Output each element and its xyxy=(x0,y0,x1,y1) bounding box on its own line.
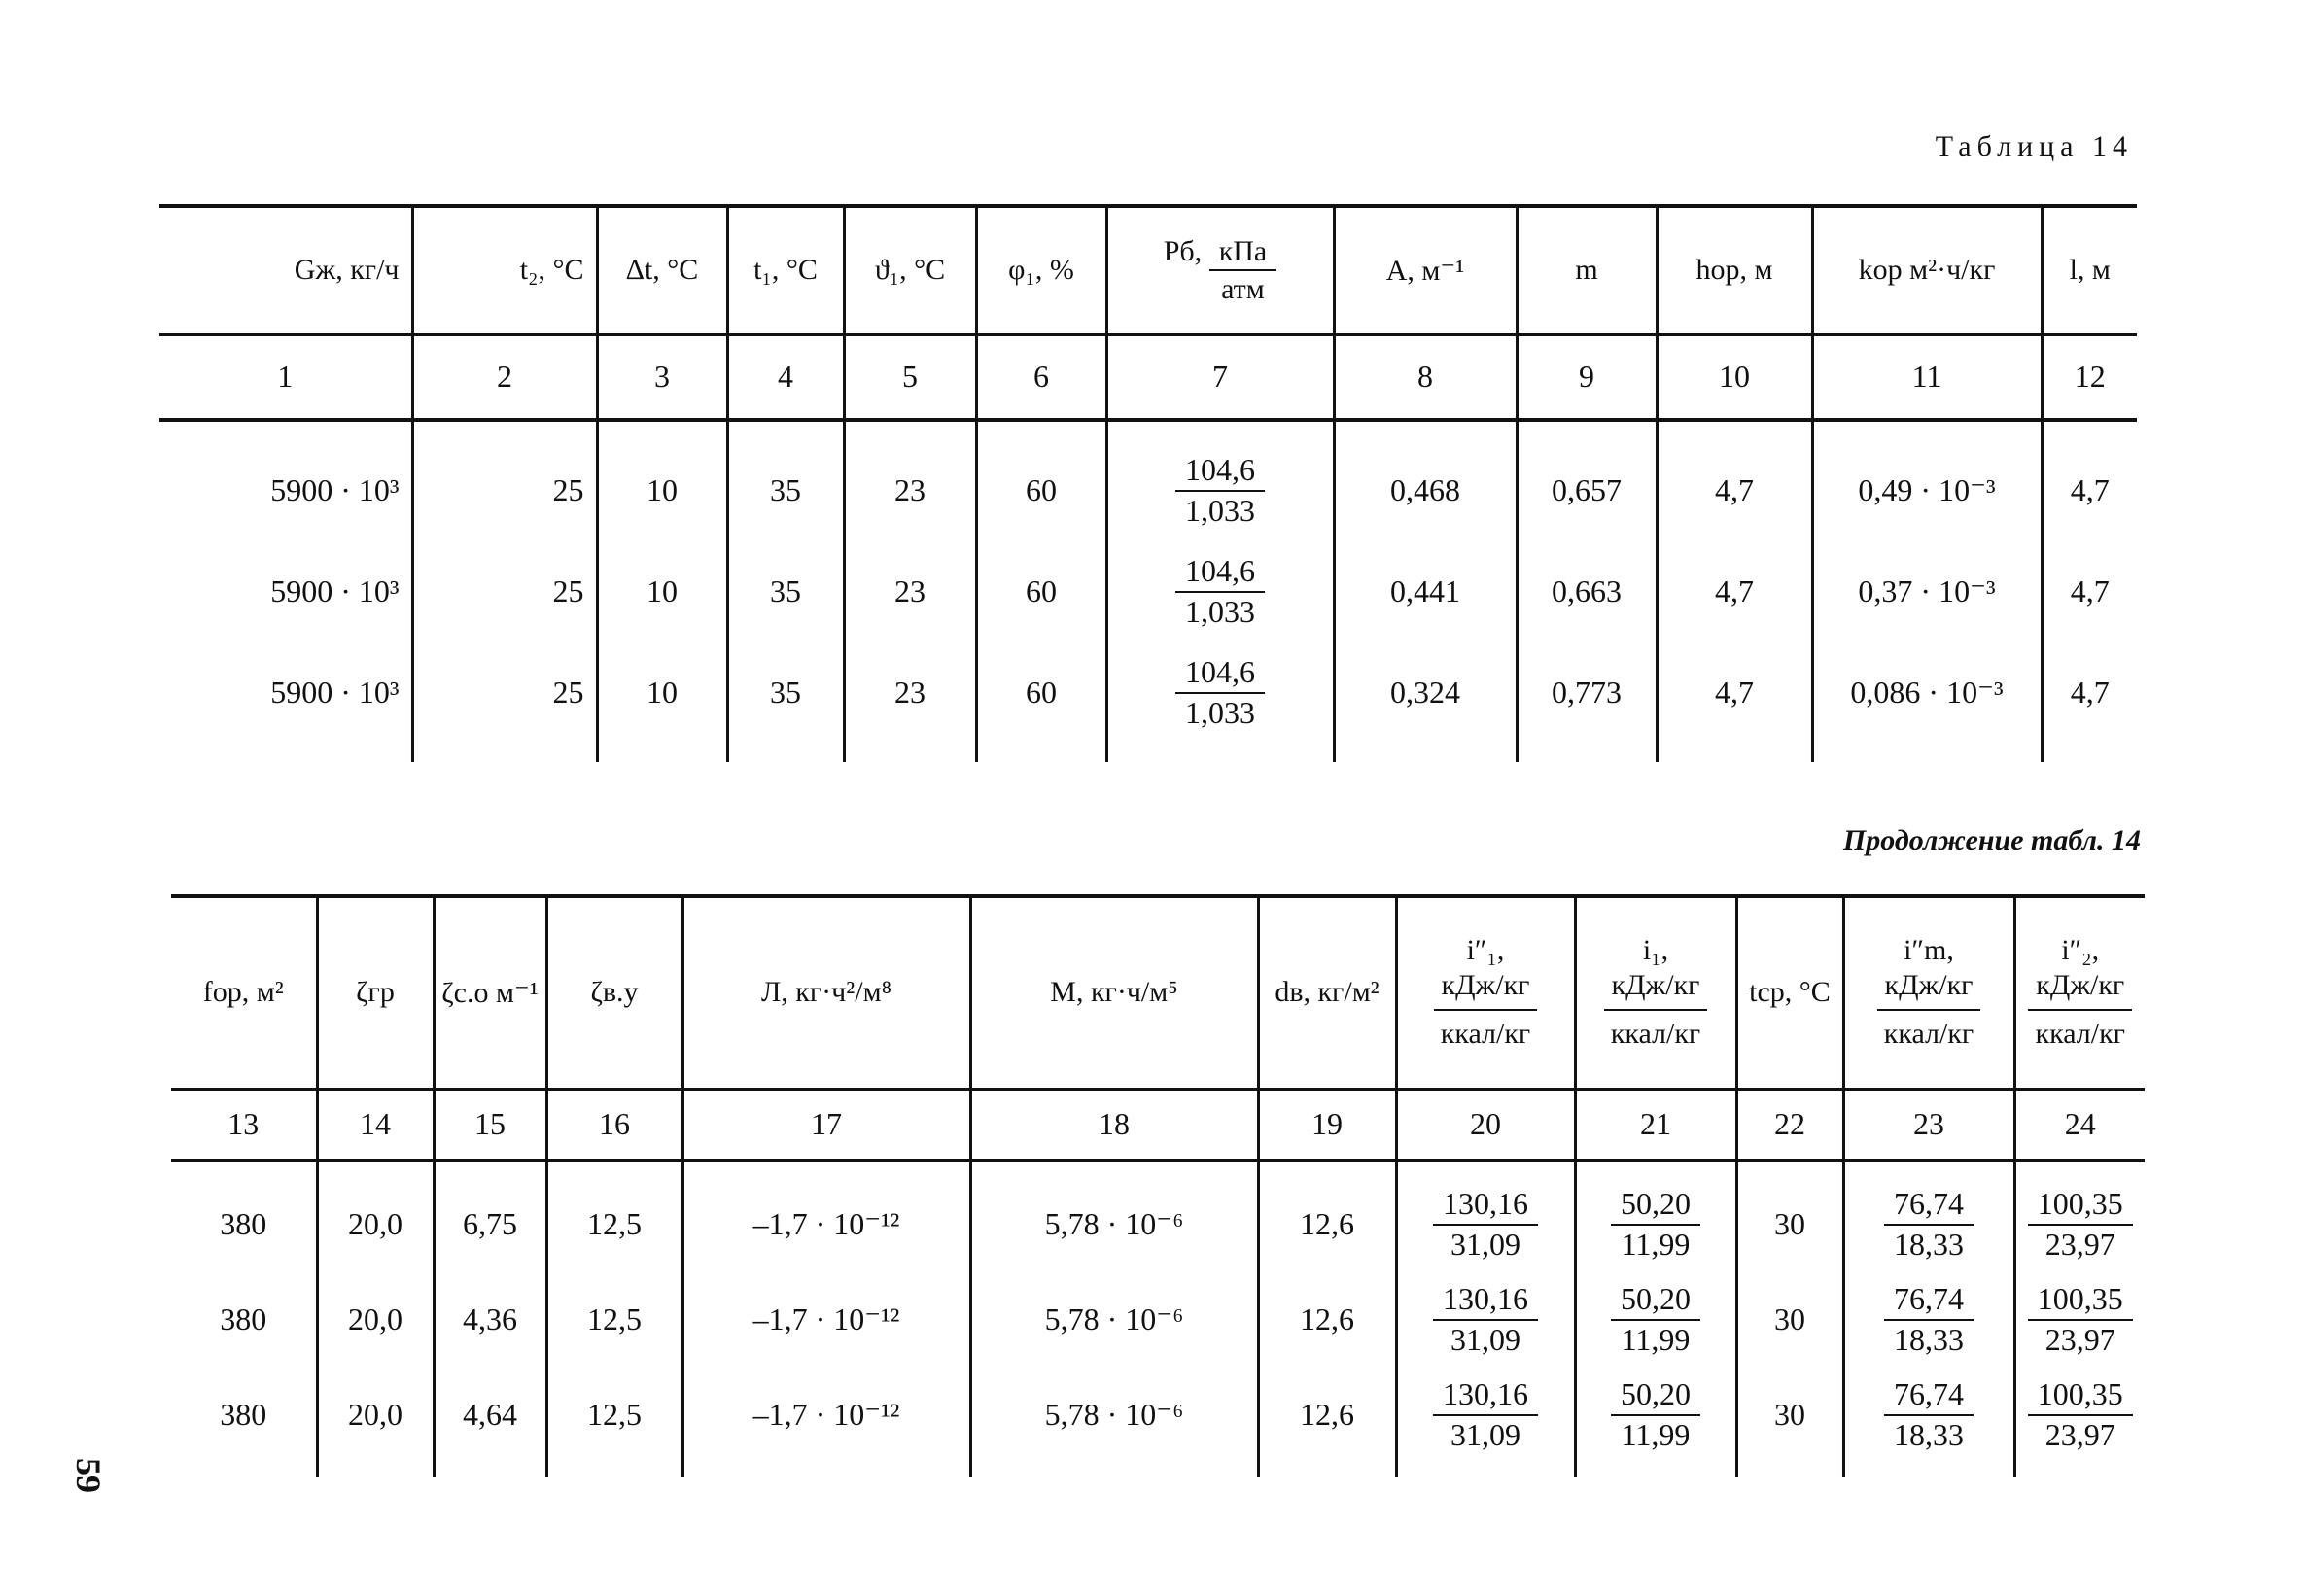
column-number: 21 xyxy=(1575,1089,1736,1161)
column-number: 12 xyxy=(2042,334,2137,420)
table-cell xyxy=(1396,1271,1575,1367)
pressure-label: Pб, xyxy=(1163,235,1203,268)
column-number: 19 xyxy=(1258,1089,1396,1161)
table-14-continued xyxy=(171,894,2145,1477)
spacer-row xyxy=(171,1161,2145,1176)
table-cell xyxy=(1575,1271,1736,1367)
unit-bottom: атм xyxy=(1221,273,1265,306)
header-row xyxy=(171,896,2145,1089)
table-cell xyxy=(2014,1367,2145,1462)
fraction-numerator: 76,74 xyxy=(1884,1377,1974,1415)
unit-bottom: ккал/кг xyxy=(1440,1018,1531,1051)
table-cell: 30 xyxy=(1736,1367,1843,1462)
table-cell xyxy=(1396,1176,1575,1271)
spacer-row xyxy=(159,420,2137,439)
column-number: 9 xyxy=(1517,334,1657,420)
fraction-numerator: 130,16 xyxy=(1433,1377,1538,1415)
table-cell: 5,78 · 10⁻⁶ xyxy=(970,1271,1258,1367)
table-cell xyxy=(1106,540,1334,642)
table-cell: 380 xyxy=(220,1396,267,1432)
fraction-denominator: 1,033 xyxy=(1185,492,1255,528)
table-continuation-caption: Продолжение табл. 14 xyxy=(1842,824,2141,856)
table-cell: 4,7 xyxy=(1657,439,1812,540)
table-cell: 0,49 · 10⁻³ xyxy=(1812,439,2042,540)
unit-fraction xyxy=(1209,235,1277,305)
table-cell: 35 xyxy=(727,439,844,540)
unit-bottom: ккал/кг xyxy=(1610,1018,1701,1051)
fraction-numerator: 76,74 xyxy=(1884,1282,1974,1320)
column-number: 15 xyxy=(434,1089,546,1161)
column-number: 16 xyxy=(546,1089,682,1161)
fraction-denominator: 18,33 xyxy=(1894,1416,1964,1452)
fraction-denominator: 18,33 xyxy=(1894,1226,1964,1262)
table-cell: 0,657 xyxy=(1517,439,1657,540)
col-header: kор м²·ч/кг xyxy=(1812,206,2042,334)
table-cell: 12,6 xyxy=(1258,1367,1396,1462)
unit-top: кДж/кг xyxy=(2028,968,2132,1011)
column-number: 17 xyxy=(682,1089,970,1161)
value-fraction xyxy=(2028,1187,2133,1261)
table-cell: 4,7 xyxy=(2042,439,2137,540)
table-cell xyxy=(1575,1367,1736,1462)
fraction-numerator: 50,20 xyxy=(1611,1377,1700,1415)
column-number: 14 xyxy=(317,1089,434,1161)
column-number: 11 xyxy=(1812,334,2042,420)
fraction-numerator: 104,6 xyxy=(1175,655,1265,693)
table-cell: 60 xyxy=(976,642,1106,743)
table-cell: 60 xyxy=(976,439,1106,540)
table-cell: 12,5 xyxy=(546,1271,682,1367)
table-cell: 4,36 xyxy=(434,1271,546,1367)
value-fraction xyxy=(1884,1187,1974,1261)
table-cell xyxy=(1575,1176,1736,1271)
fraction-denominator: 11,99 xyxy=(1621,1321,1691,1357)
col-header: ζс.о м⁻¹ xyxy=(434,896,546,1089)
value-fraction xyxy=(1433,1377,1538,1451)
table-cell: 0,086 · 10⁻³ xyxy=(1812,642,2042,743)
table-cell: 5900 · 10³ xyxy=(270,674,400,710)
fraction-numerator: 76,74 xyxy=(1884,1187,1974,1225)
table-row xyxy=(159,439,2137,540)
header-row xyxy=(159,206,2137,334)
table-cell: 30 xyxy=(1736,1176,1843,1271)
fraction-numerator: 130,16 xyxy=(1433,1187,1538,1225)
table-cell: 10 xyxy=(597,642,727,743)
col-header: hор, м xyxy=(1657,206,1812,334)
column-number: 3 xyxy=(597,334,727,420)
column-number: 18 xyxy=(970,1089,1258,1161)
table-cell: 4,7 xyxy=(2042,642,2137,743)
table-cell: 23 xyxy=(844,642,976,743)
table-cell: 4,7 xyxy=(1657,642,1812,743)
table-cell: 4,64 xyxy=(434,1367,546,1462)
col-header: φ₁, % xyxy=(976,206,1106,334)
table-row xyxy=(171,1176,2145,1271)
table-cell: –1,7 · 10⁻¹² xyxy=(682,1367,970,1462)
fraction-denominator: 23,97 xyxy=(2044,1226,2115,1262)
col-header: t₁, °C xyxy=(727,206,844,334)
col-header: l, м xyxy=(2042,206,2137,334)
table-cell: 5,78 · 10⁻⁶ xyxy=(970,1176,1258,1271)
enthalpy-header xyxy=(1876,933,1981,1052)
table-cell: –1,7 · 10⁻¹² xyxy=(682,1271,970,1367)
table-cell: 12,5 xyxy=(546,1367,682,1462)
fraction-denominator: 23,97 xyxy=(2044,1321,2115,1357)
value-fraction xyxy=(1433,1187,1538,1261)
enthalpy-symbol: i₁, xyxy=(1642,934,1669,967)
table-cell: 0,468 xyxy=(1334,439,1517,540)
fraction-numerator: 50,20 xyxy=(1611,1282,1700,1320)
table-cell: 6,75 xyxy=(434,1176,546,1271)
table-cell: 4,7 xyxy=(1657,540,1812,642)
table-cell: 10 xyxy=(597,439,727,540)
value-fraction xyxy=(2028,1282,2133,1356)
value-fraction xyxy=(1433,1282,1538,1356)
table-cell: 35 xyxy=(727,642,844,743)
table-cell: 25 xyxy=(412,540,597,642)
col-header-enthalpy xyxy=(1843,896,2014,1089)
page-number: 59 xyxy=(69,1458,108,1493)
fraction-denominator: 1,033 xyxy=(1185,593,1255,629)
value-fraction xyxy=(1175,655,1265,729)
column-number: 22 xyxy=(1736,1089,1843,1161)
col-header-enthalpy xyxy=(1575,896,1736,1089)
fraction-numerator: 100,35 xyxy=(2028,1377,2133,1415)
table-cell xyxy=(1843,1271,2014,1367)
table-cell: 4,7 xyxy=(2042,540,2137,642)
spacer-row xyxy=(171,1462,2145,1477)
table-cell: 0,37 · 10⁻³ xyxy=(1812,540,2042,642)
column-number: 23 xyxy=(1843,1089,2014,1161)
col-header: ϑ₁, °C xyxy=(844,206,976,334)
table-cell: –1,7 · 10⁻¹² xyxy=(682,1176,970,1271)
table-cell xyxy=(1843,1367,2014,1462)
enthalpy-symbol: i″m, xyxy=(1904,934,1954,967)
col-header: Δt, °C xyxy=(597,206,727,334)
unit-top: кДж/кг xyxy=(1604,968,1708,1011)
spacer-row xyxy=(159,743,2137,762)
table-cell: 0,773 xyxy=(1517,642,1657,743)
unit-top: кДж/кг xyxy=(1877,968,1981,1011)
col-header-pressure xyxy=(1106,206,1334,334)
col-header: Л, кг·ч²/м⁸ xyxy=(682,896,970,1089)
column-number: 20 xyxy=(1396,1089,1575,1161)
table-cell: 23 xyxy=(844,439,976,540)
enthalpy-header xyxy=(1433,933,1538,1052)
value-fraction xyxy=(2028,1377,2133,1451)
table-cell: 25 xyxy=(412,439,597,540)
table-cell xyxy=(1106,439,1334,540)
value-fraction xyxy=(1884,1377,1974,1451)
value-fraction xyxy=(1884,1282,1974,1356)
table-caption: Таблица 14 xyxy=(1935,130,2133,162)
table-row xyxy=(159,540,2137,642)
value-fraction xyxy=(1175,554,1265,628)
table-cell: 0,441 xyxy=(1334,540,1517,642)
table-cell: 35 xyxy=(727,540,844,642)
column-number: 2 xyxy=(412,334,597,420)
column-number-row xyxy=(159,334,2137,420)
table-cell xyxy=(2014,1176,2145,1271)
fraction-numerator: 104,6 xyxy=(1175,453,1265,491)
table-cell: 380 xyxy=(220,1205,267,1241)
table-cell xyxy=(1106,642,1334,743)
col-header: A, м⁻¹ xyxy=(1334,206,1517,334)
enthalpy-header xyxy=(1603,933,1708,1052)
table-cell: 12,6 xyxy=(1258,1271,1396,1367)
table-cell: 5900 · 10³ xyxy=(270,471,400,507)
enthalpy-header xyxy=(2028,933,2133,1052)
unit-top: кДж/кг xyxy=(1434,968,1538,1011)
table-cell: 12,6 xyxy=(1258,1176,1396,1271)
col-header: m xyxy=(1517,206,1657,334)
col-header-enthalpy xyxy=(2014,896,2145,1089)
enthalpy-symbol: i″₂, xyxy=(2061,934,2100,967)
col-header: t₂, °C xyxy=(412,206,597,334)
column-number-row xyxy=(171,1089,2145,1161)
table-cell: 0,324 xyxy=(1334,642,1517,743)
table-cell: 10 xyxy=(597,540,727,642)
table-cell: 23 xyxy=(844,540,976,642)
table-row xyxy=(171,1271,2145,1367)
fraction-denominator: 23,97 xyxy=(2044,1416,2115,1452)
table-cell xyxy=(1396,1367,1575,1462)
fraction-numerator: 50,20 xyxy=(1611,1187,1700,1225)
table-cell: 20,0 xyxy=(317,1176,434,1271)
table-cell: 20,0 xyxy=(317,1367,434,1462)
table-cell: 12,5 xyxy=(546,1176,682,1271)
column-number: 5 xyxy=(844,334,976,420)
col-header: fор, м² xyxy=(171,896,317,1089)
value-fraction xyxy=(1611,1187,1700,1261)
value-fraction xyxy=(1611,1377,1700,1451)
column-number: 10 xyxy=(1657,334,1812,420)
col-header-enthalpy xyxy=(1396,896,1575,1089)
fraction-denominator: 31,09 xyxy=(1450,1321,1520,1357)
fraction-numerator: 100,35 xyxy=(2028,1187,2133,1225)
fraction-numerator: 104,6 xyxy=(1175,554,1265,592)
enthalpy-symbol: i″₁, xyxy=(1466,934,1505,967)
col-header: tср, °C xyxy=(1736,896,1843,1089)
col-header: ζв.у xyxy=(546,896,682,1089)
table-cell xyxy=(1843,1176,2014,1271)
table-cell: 60 xyxy=(976,540,1106,642)
fraction-numerator: 130,16 xyxy=(1433,1282,1538,1320)
column-number: 8 xyxy=(1334,334,1517,420)
col-header: М, кг·ч/м⁵ xyxy=(970,896,1258,1089)
fraction-denominator: 11,99 xyxy=(1621,1416,1691,1452)
fraction-denominator: 31,09 xyxy=(1450,1226,1520,1262)
table-cell: 5900 · 10³ xyxy=(270,572,400,608)
fraction-numerator: 100,35 xyxy=(2028,1282,2133,1320)
unit-bottom: ккал/кг xyxy=(2035,1018,2125,1051)
column-number: 24 xyxy=(2014,1089,2145,1161)
column-number: 13 xyxy=(171,1089,317,1161)
table-cell: 25 xyxy=(412,642,597,743)
fraction-denominator: 1,033 xyxy=(1185,694,1255,730)
table-14 xyxy=(159,204,2137,762)
value-fraction xyxy=(1175,453,1265,527)
column-number: 6 xyxy=(976,334,1106,420)
table-row xyxy=(159,642,2137,743)
table-cell xyxy=(2014,1271,2145,1367)
table-cell: 5,78 · 10⁻⁶ xyxy=(970,1367,1258,1462)
col-header: ζгр xyxy=(317,896,434,1089)
column-number: 1 xyxy=(159,334,412,420)
table-cell: 20,0 xyxy=(317,1271,434,1367)
col-header: dв, кг/м² xyxy=(1258,896,1396,1089)
table-cell: 0,663 xyxy=(1517,540,1657,642)
value-fraction xyxy=(1611,1282,1700,1356)
fraction-denominator: 18,33 xyxy=(1894,1321,1964,1357)
fraction-denominator: 31,09 xyxy=(1450,1416,1520,1452)
column-number: 4 xyxy=(727,334,844,420)
fraction-denominator: 11,99 xyxy=(1621,1226,1691,1262)
table-cell: 380 xyxy=(220,1301,267,1336)
table-cell: 30 xyxy=(1736,1271,1843,1367)
unit-bottom: ккал/кг xyxy=(1883,1018,1974,1051)
table-row xyxy=(171,1367,2145,1462)
col-header: Gж, кг/ч xyxy=(159,206,412,334)
unit-top: кПа xyxy=(1209,235,1277,271)
column-number: 7 xyxy=(1106,334,1334,420)
